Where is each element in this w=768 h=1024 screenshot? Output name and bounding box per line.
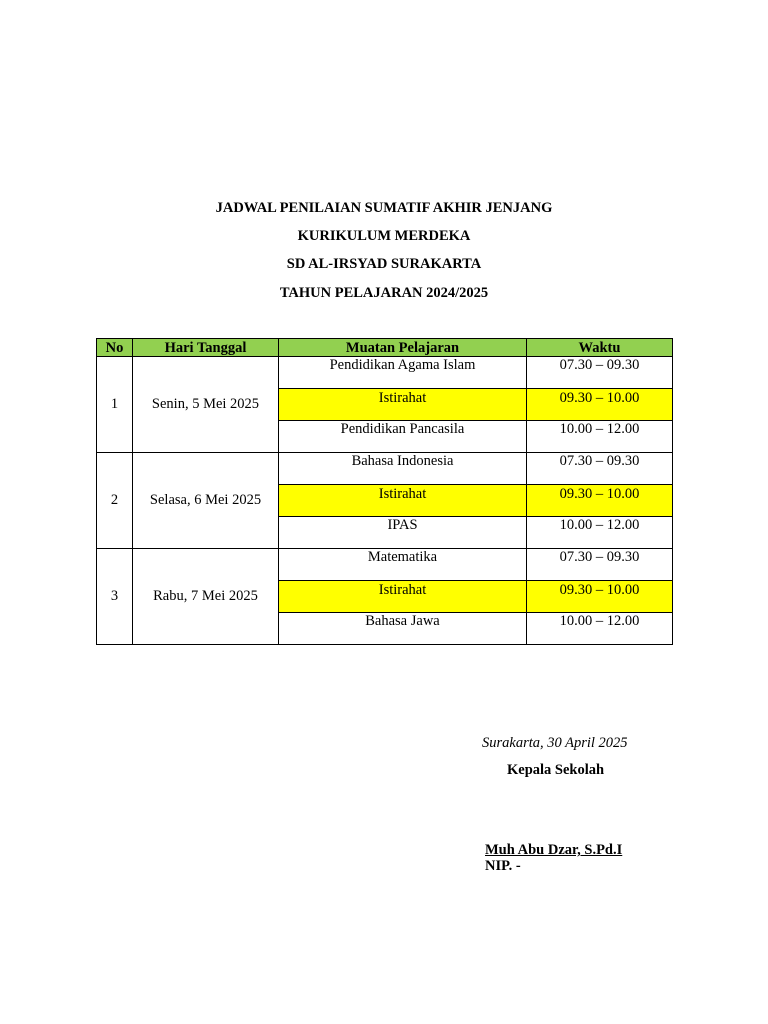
schedule-table xyxy=(96,338,673,645)
subject-cell: Bahasa Indonesia xyxy=(279,453,527,485)
time-cell-break: 09.30 – 10.00 xyxy=(527,485,673,517)
time-cell: 07.30 – 09.30 xyxy=(527,453,673,485)
signature-role: Kepala Sekolah xyxy=(507,762,605,778)
time-cell-break: 09.30 – 10.00 xyxy=(527,581,673,613)
time-cell-break: 09.30 – 10.00 xyxy=(527,389,673,421)
signature-nip: NIP. - xyxy=(485,858,521,874)
table-row xyxy=(97,453,673,485)
subject-cell: Pendidikan Agama Islam xyxy=(279,357,527,389)
subject-cell: IPAS xyxy=(279,517,527,549)
academic-year: TAHUN PELAJARAN 2024/2025 xyxy=(279,285,489,301)
header-time: Waktu xyxy=(527,339,673,357)
header-day-date: Hari Tanggal xyxy=(133,339,279,357)
table-row xyxy=(97,549,673,581)
row-number: 1 xyxy=(97,357,133,453)
row-number: 2 xyxy=(97,453,133,549)
signature-place-date: Surakarta, 30 April 2025 xyxy=(482,735,628,751)
subject-cell: Pendidikan Pancasila xyxy=(279,421,527,453)
table-row xyxy=(97,357,673,389)
row-number: 3 xyxy=(97,549,133,645)
time-cell: 07.30 – 09.30 xyxy=(527,357,673,389)
header-subject: Muatan Pelajaran xyxy=(279,339,527,357)
document-title: JADWAL PENILAIAN SUMATIF AKHIR JENJANG xyxy=(215,200,553,216)
time-cell: 10.00 – 12.00 xyxy=(527,517,673,549)
subject-cell: Matematika xyxy=(279,549,527,581)
row-day-date: Rabu, 7 Mei 2025 xyxy=(133,549,279,645)
row-day-date: Selasa, 6 Mei 2025 xyxy=(133,453,279,549)
row-day-date: Senin, 5 Mei 2025 xyxy=(133,357,279,453)
header-no: No xyxy=(97,339,133,357)
time-cell: 10.00 – 12.00 xyxy=(527,613,673,645)
time-cell: 07.30 – 09.30 xyxy=(527,549,673,581)
school-name: SD AL-IRSYAD SURAKARTA xyxy=(286,256,482,272)
subject-cell: Bahasa Jawa xyxy=(279,613,527,645)
subject-cell-break: Istirahat xyxy=(279,581,527,613)
curriculum-title: KURIKULUM MERDEKA xyxy=(297,228,471,244)
subject-cell-break: Istirahat xyxy=(279,389,527,421)
signature-name: Muh Abu Dzar, S.Pd.I xyxy=(485,842,623,858)
time-cell: 10.00 – 12.00 xyxy=(527,421,673,453)
table-header-row xyxy=(97,339,673,357)
subject-cell-break: Istirahat xyxy=(279,485,527,517)
